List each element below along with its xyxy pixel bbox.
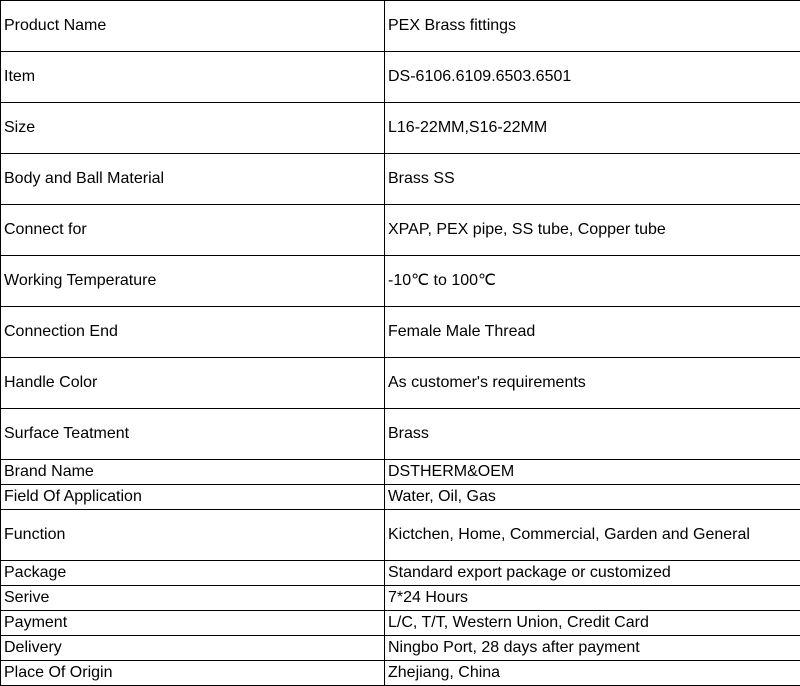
row-value: Female Male Thread (385, 307, 800, 358)
row-value: Standard export package or customized (385, 561, 800, 586)
row-value: 7*24 Hours (385, 586, 800, 611)
row-label: Connection End (1, 307, 385, 358)
row-label: Size (1, 103, 385, 154)
table-row (1, 358, 800, 409)
row-value: DSTHERM&OEM (385, 460, 800, 485)
table-row (1, 154, 800, 205)
table-row (1, 586, 800, 611)
row-value: -10℃ to 100℃ (385, 256, 800, 307)
table-row (1, 485, 800, 510)
row-label: Body and Ball Material (1, 154, 385, 205)
table-row (1, 561, 800, 586)
row-value: PEX Brass fittings (385, 1, 800, 52)
row-label: Connect for (1, 205, 385, 256)
row-label: Field Of Application (1, 485, 385, 510)
row-value: L/C, T/T, Western Union, Credit Card (385, 611, 800, 636)
row-value: Kictchen, Home, Commercial, Garden and General (385, 510, 800, 561)
row-value: L16-22MM,S16-22MM (385, 103, 800, 154)
row-value: DS-6106.6109.6503.6501 (385, 52, 800, 103)
row-label: Working Temperature (1, 256, 385, 307)
row-label: Brand Name (1, 460, 385, 485)
table-row (1, 256, 800, 307)
table-row (1, 636, 800, 661)
row-value: As customer's requirements (385, 358, 800, 409)
row-label: Item (1, 52, 385, 103)
row-label: Payment (1, 611, 385, 636)
row-value: Water, Oil, Gas (385, 485, 800, 510)
table-row (1, 460, 800, 485)
table-row (1, 510, 800, 561)
table-row (1, 205, 800, 256)
row-value: Ningbo Port, 28 days after payment (385, 636, 800, 661)
row-value: XPAP, PEX pipe, SS tube, Copper tube (385, 205, 800, 256)
row-label: Package (1, 561, 385, 586)
table-row (1, 409, 800, 460)
table-row (1, 1, 800, 52)
row-label: Place Of Origin (1, 661, 385, 686)
row-label: Handle Color (1, 358, 385, 409)
row-value: Zhejiang, China (385, 661, 800, 686)
table-row (1, 52, 800, 103)
table-row (1, 103, 800, 154)
table-row (1, 661, 800, 686)
row-label: Surface Teatment (1, 409, 385, 460)
row-label: Serive (1, 586, 385, 611)
row-value: Brass SS (385, 154, 800, 205)
row-label: Product Name (1, 1, 385, 52)
row-label: Delivery (1, 636, 385, 661)
table-row (1, 307, 800, 358)
table-row (1, 611, 800, 636)
row-label: Function (1, 510, 385, 561)
row-value: Brass (385, 409, 800, 460)
